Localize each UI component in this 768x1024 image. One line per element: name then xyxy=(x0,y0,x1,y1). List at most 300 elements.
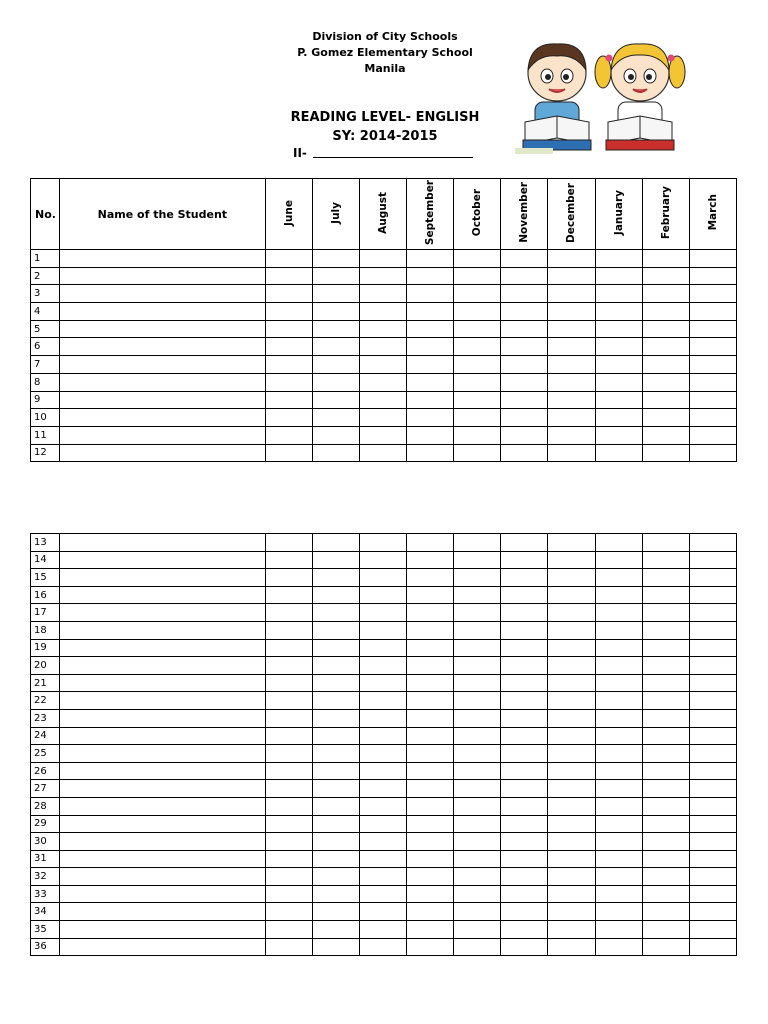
month-level-cell[interactable] xyxy=(689,551,736,569)
month-level-cell[interactable] xyxy=(642,657,689,675)
month-level-cell[interactable] xyxy=(642,320,689,338)
month-level-cell[interactable] xyxy=(501,285,548,303)
month-level-cell[interactable] xyxy=(265,426,312,444)
month-level-cell[interactable] xyxy=(407,320,454,338)
month-level-cell[interactable] xyxy=(642,797,689,815)
month-level-cell[interactable] xyxy=(689,938,736,956)
student-name-cell[interactable] xyxy=(60,833,266,851)
student-name-cell[interactable] xyxy=(60,444,266,462)
month-level-cell[interactable] xyxy=(265,780,312,798)
month-level-cell[interactable] xyxy=(689,303,736,321)
month-level-cell[interactable] xyxy=(689,569,736,587)
student-name-cell[interactable] xyxy=(60,569,266,587)
month-level-cell[interactable] xyxy=(407,604,454,622)
month-level-cell[interactable] xyxy=(548,586,595,604)
month-level-cell[interactable] xyxy=(359,534,406,552)
month-level-cell[interactable] xyxy=(312,780,359,798)
month-level-cell[interactable] xyxy=(595,903,642,921)
month-level-cell[interactable] xyxy=(642,409,689,427)
month-level-cell[interactable] xyxy=(407,338,454,356)
month-level-cell[interactable] xyxy=(454,780,501,798)
month-level-cell[interactable] xyxy=(501,267,548,285)
month-level-cell[interactable] xyxy=(265,815,312,833)
month-level-cell[interactable] xyxy=(359,868,406,886)
month-level-cell[interactable] xyxy=(312,356,359,374)
month-level-cell[interactable] xyxy=(642,267,689,285)
month-level-cell[interactable] xyxy=(689,285,736,303)
month-level-cell[interactable] xyxy=(359,727,406,745)
month-level-cell[interactable] xyxy=(548,868,595,886)
month-level-cell[interactable] xyxy=(312,444,359,462)
month-level-cell[interactable] xyxy=(548,745,595,763)
month-level-cell[interactable] xyxy=(312,534,359,552)
month-level-cell[interactable] xyxy=(689,373,736,391)
month-level-cell[interactable] xyxy=(454,320,501,338)
month-level-cell[interactable] xyxy=(548,885,595,903)
month-level-cell[interactable] xyxy=(595,727,642,745)
month-level-cell[interactable] xyxy=(265,657,312,675)
month-level-cell[interactable] xyxy=(642,604,689,622)
student-name-cell[interactable] xyxy=(60,551,266,569)
month-level-cell[interactable] xyxy=(642,373,689,391)
month-level-cell[interactable] xyxy=(642,621,689,639)
month-level-cell[interactable] xyxy=(595,373,642,391)
month-level-cell[interactable] xyxy=(689,426,736,444)
month-level-cell[interactable] xyxy=(359,621,406,639)
month-level-cell[interactable] xyxy=(359,921,406,939)
student-name-cell[interactable] xyxy=(60,709,266,727)
month-level-cell[interactable] xyxy=(312,727,359,745)
month-level-cell[interactable] xyxy=(642,551,689,569)
month-level-cell[interactable] xyxy=(407,938,454,956)
month-level-cell[interactable] xyxy=(265,639,312,657)
month-level-cell[interactable] xyxy=(454,639,501,657)
month-level-cell[interactable] xyxy=(689,797,736,815)
student-name-cell[interactable] xyxy=(60,815,266,833)
month-level-cell[interactable] xyxy=(548,815,595,833)
month-level-cell[interactable] xyxy=(265,621,312,639)
month-level-cell[interactable] xyxy=(454,921,501,939)
month-level-cell[interactable] xyxy=(312,868,359,886)
student-name-cell[interactable] xyxy=(60,938,266,956)
month-level-cell[interactable] xyxy=(548,250,595,268)
month-level-cell[interactable] xyxy=(359,903,406,921)
month-level-cell[interactable] xyxy=(689,780,736,798)
month-level-cell[interactable] xyxy=(312,569,359,587)
month-level-cell[interactable] xyxy=(359,938,406,956)
month-level-cell[interactable] xyxy=(407,267,454,285)
month-level-cell[interactable] xyxy=(454,569,501,587)
month-level-cell[interactable] xyxy=(312,409,359,427)
month-level-cell[interactable] xyxy=(548,285,595,303)
month-level-cell[interactable] xyxy=(454,409,501,427)
month-level-cell[interactable] xyxy=(689,692,736,710)
month-level-cell[interactable] xyxy=(548,356,595,374)
month-level-cell[interactable] xyxy=(312,604,359,622)
month-level-cell[interactable] xyxy=(689,338,736,356)
month-level-cell[interactable] xyxy=(689,586,736,604)
month-level-cell[interactable] xyxy=(548,674,595,692)
month-level-cell[interactable] xyxy=(595,885,642,903)
month-level-cell[interactable] xyxy=(501,745,548,763)
month-level-cell[interactable] xyxy=(265,692,312,710)
student-name-cell[interactable] xyxy=(60,797,266,815)
month-level-cell[interactable] xyxy=(595,692,642,710)
month-level-cell[interactable] xyxy=(642,569,689,587)
month-level-cell[interactable] xyxy=(312,338,359,356)
month-level-cell[interactable] xyxy=(642,780,689,798)
student-name-cell[interactable] xyxy=(60,885,266,903)
student-name-cell[interactable] xyxy=(60,780,266,798)
month-level-cell[interactable] xyxy=(407,551,454,569)
month-level-cell[interactable] xyxy=(501,303,548,321)
month-level-cell[interactable] xyxy=(265,250,312,268)
month-level-cell[interactable] xyxy=(548,921,595,939)
month-level-cell[interactable] xyxy=(312,303,359,321)
month-level-cell[interactable] xyxy=(548,727,595,745)
student-name-cell[interactable] xyxy=(60,621,266,639)
month-level-cell[interactable] xyxy=(265,338,312,356)
month-level-cell[interactable] xyxy=(359,320,406,338)
month-level-cell[interactable] xyxy=(265,674,312,692)
month-level-cell[interactable] xyxy=(312,674,359,692)
month-level-cell[interactable] xyxy=(689,745,736,763)
month-level-cell[interactable] xyxy=(689,604,736,622)
month-level-cell[interactable] xyxy=(407,833,454,851)
month-level-cell[interactable] xyxy=(454,762,501,780)
month-level-cell[interactable] xyxy=(407,586,454,604)
month-level-cell[interactable] xyxy=(642,885,689,903)
month-level-cell[interactable] xyxy=(548,303,595,321)
month-level-cell[interactable] xyxy=(595,444,642,462)
month-level-cell[interactable] xyxy=(407,815,454,833)
month-level-cell[interactable] xyxy=(548,338,595,356)
month-level-cell[interactable] xyxy=(501,921,548,939)
month-level-cell[interactable] xyxy=(642,692,689,710)
month-level-cell[interactable] xyxy=(312,833,359,851)
month-level-cell[interactable] xyxy=(454,797,501,815)
student-name-cell[interactable] xyxy=(60,903,266,921)
month-level-cell[interactable] xyxy=(501,797,548,815)
month-level-cell[interactable] xyxy=(642,534,689,552)
month-level-cell[interactable] xyxy=(501,409,548,427)
month-level-cell[interactable] xyxy=(501,868,548,886)
month-level-cell[interactable] xyxy=(501,444,548,462)
month-level-cell[interactable] xyxy=(689,868,736,886)
month-level-cell[interactable] xyxy=(407,797,454,815)
month-level-cell[interactable] xyxy=(407,727,454,745)
month-level-cell[interactable] xyxy=(501,762,548,780)
month-level-cell[interactable] xyxy=(642,674,689,692)
month-level-cell[interactable] xyxy=(501,604,548,622)
month-level-cell[interactable] xyxy=(407,850,454,868)
month-level-cell[interactable] xyxy=(265,709,312,727)
month-level-cell[interactable] xyxy=(548,604,595,622)
month-level-cell[interactable] xyxy=(501,426,548,444)
month-level-cell[interactable] xyxy=(265,745,312,763)
month-level-cell[interactable] xyxy=(642,285,689,303)
month-level-cell[interactable] xyxy=(454,674,501,692)
month-level-cell[interactable] xyxy=(595,285,642,303)
month-level-cell[interactable] xyxy=(548,903,595,921)
month-level-cell[interactable] xyxy=(501,356,548,374)
month-level-cell[interactable] xyxy=(265,356,312,374)
month-level-cell[interactable] xyxy=(454,938,501,956)
month-level-cell[interactable] xyxy=(595,621,642,639)
month-level-cell[interactable] xyxy=(454,391,501,409)
month-level-cell[interactable] xyxy=(312,267,359,285)
month-level-cell[interactable] xyxy=(454,267,501,285)
month-level-cell[interactable] xyxy=(501,709,548,727)
student-name-cell[interactable] xyxy=(60,534,266,552)
month-level-cell[interactable] xyxy=(359,780,406,798)
month-level-cell[interactable] xyxy=(265,868,312,886)
month-level-cell[interactable] xyxy=(642,762,689,780)
month-level-cell[interactable] xyxy=(689,833,736,851)
month-level-cell[interactable] xyxy=(501,692,548,710)
month-level-cell[interactable] xyxy=(642,586,689,604)
month-level-cell[interactable] xyxy=(407,621,454,639)
month-level-cell[interactable] xyxy=(548,426,595,444)
month-level-cell[interactable] xyxy=(454,692,501,710)
month-level-cell[interactable] xyxy=(407,391,454,409)
month-level-cell[interactable] xyxy=(548,621,595,639)
month-level-cell[interactable] xyxy=(359,709,406,727)
month-level-cell[interactable] xyxy=(312,762,359,780)
month-level-cell[interactable] xyxy=(265,903,312,921)
month-level-cell[interactable] xyxy=(359,745,406,763)
month-level-cell[interactable] xyxy=(312,426,359,444)
month-level-cell[interactable] xyxy=(642,868,689,886)
month-level-cell[interactable] xyxy=(359,426,406,444)
month-level-cell[interactable] xyxy=(359,267,406,285)
month-level-cell[interactable] xyxy=(595,833,642,851)
month-level-cell[interactable] xyxy=(407,639,454,657)
month-level-cell[interactable] xyxy=(454,745,501,763)
month-level-cell[interactable] xyxy=(548,938,595,956)
month-level-cell[interactable] xyxy=(359,303,406,321)
month-level-cell[interactable] xyxy=(407,569,454,587)
month-level-cell[interactable] xyxy=(548,833,595,851)
month-level-cell[interactable] xyxy=(642,850,689,868)
month-level-cell[interactable] xyxy=(501,586,548,604)
month-level-cell[interactable] xyxy=(501,373,548,391)
month-level-cell[interactable] xyxy=(689,762,736,780)
month-level-cell[interactable] xyxy=(454,586,501,604)
month-level-cell[interactable] xyxy=(595,921,642,939)
month-level-cell[interactable] xyxy=(595,780,642,798)
month-level-cell[interactable] xyxy=(454,657,501,675)
month-level-cell[interactable] xyxy=(407,762,454,780)
month-level-cell[interactable] xyxy=(359,692,406,710)
month-level-cell[interactable] xyxy=(265,727,312,745)
student-name-cell[interactable] xyxy=(60,320,266,338)
month-level-cell[interactable] xyxy=(501,320,548,338)
student-name-cell[interactable] xyxy=(60,586,266,604)
month-level-cell[interactable] xyxy=(312,639,359,657)
month-level-cell[interactable] xyxy=(359,586,406,604)
month-level-cell[interactable] xyxy=(642,444,689,462)
month-level-cell[interactable] xyxy=(595,320,642,338)
month-level-cell[interactable] xyxy=(501,338,548,356)
month-level-cell[interactable] xyxy=(595,338,642,356)
month-level-cell[interactable] xyxy=(595,356,642,374)
month-level-cell[interactable] xyxy=(407,885,454,903)
month-level-cell[interactable] xyxy=(642,426,689,444)
month-level-cell[interactable] xyxy=(265,391,312,409)
student-name-cell[interactable] xyxy=(60,604,266,622)
month-level-cell[interactable] xyxy=(548,409,595,427)
month-level-cell[interactable] xyxy=(407,373,454,391)
month-level-cell[interactable] xyxy=(407,709,454,727)
month-level-cell[interactable] xyxy=(595,674,642,692)
month-level-cell[interactable] xyxy=(642,727,689,745)
month-level-cell[interactable] xyxy=(501,621,548,639)
month-level-cell[interactable] xyxy=(548,692,595,710)
student-name-cell[interactable] xyxy=(60,409,266,427)
month-level-cell[interactable] xyxy=(595,267,642,285)
month-level-cell[interactable] xyxy=(595,303,642,321)
month-level-cell[interactable] xyxy=(595,534,642,552)
month-level-cell[interactable] xyxy=(265,833,312,851)
student-name-cell[interactable] xyxy=(60,657,266,675)
student-name-cell[interactable] xyxy=(60,285,266,303)
student-name-cell[interactable] xyxy=(60,373,266,391)
month-level-cell[interactable] xyxy=(265,444,312,462)
month-level-cell[interactable] xyxy=(312,938,359,956)
month-level-cell[interactable] xyxy=(548,534,595,552)
month-level-cell[interactable] xyxy=(548,320,595,338)
month-level-cell[interactable] xyxy=(312,586,359,604)
month-level-cell[interactable] xyxy=(265,285,312,303)
month-level-cell[interactable] xyxy=(312,692,359,710)
month-level-cell[interactable] xyxy=(595,250,642,268)
month-level-cell[interactable] xyxy=(407,285,454,303)
month-level-cell[interactable] xyxy=(454,534,501,552)
month-level-cell[interactable] xyxy=(407,409,454,427)
month-level-cell[interactable] xyxy=(548,657,595,675)
month-level-cell[interactable] xyxy=(642,639,689,657)
month-level-cell[interactable] xyxy=(454,250,501,268)
month-level-cell[interactable] xyxy=(642,709,689,727)
month-level-cell[interactable] xyxy=(595,426,642,444)
month-level-cell[interactable] xyxy=(359,850,406,868)
month-level-cell[interactable] xyxy=(689,674,736,692)
month-level-cell[interactable] xyxy=(454,356,501,374)
month-level-cell[interactable] xyxy=(359,657,406,675)
month-level-cell[interactable] xyxy=(407,534,454,552)
student-name-cell[interactable] xyxy=(60,639,266,657)
month-level-cell[interactable] xyxy=(642,391,689,409)
month-level-cell[interactable] xyxy=(312,797,359,815)
student-name-cell[interactable] xyxy=(60,674,266,692)
month-level-cell[interactable] xyxy=(312,373,359,391)
month-level-cell[interactable] xyxy=(501,534,548,552)
month-level-cell[interactable] xyxy=(595,604,642,622)
month-level-cell[interactable] xyxy=(595,745,642,763)
month-level-cell[interactable] xyxy=(642,338,689,356)
month-level-cell[interactable] xyxy=(312,621,359,639)
month-level-cell[interactable] xyxy=(312,815,359,833)
month-level-cell[interactable] xyxy=(407,426,454,444)
student-name-cell[interactable] xyxy=(60,727,266,745)
student-name-cell[interactable] xyxy=(60,338,266,356)
month-level-cell[interactable] xyxy=(642,356,689,374)
student-name-cell[interactable] xyxy=(60,303,266,321)
month-level-cell[interactable] xyxy=(312,657,359,675)
month-level-cell[interactable] xyxy=(501,391,548,409)
month-level-cell[interactable] xyxy=(454,621,501,639)
month-level-cell[interactable] xyxy=(548,639,595,657)
month-level-cell[interactable] xyxy=(312,885,359,903)
month-level-cell[interactable] xyxy=(689,621,736,639)
month-level-cell[interactable] xyxy=(359,815,406,833)
student-name-cell[interactable] xyxy=(60,921,266,939)
month-level-cell[interactable] xyxy=(359,885,406,903)
month-level-cell[interactable] xyxy=(359,604,406,622)
month-level-cell[interactable] xyxy=(359,391,406,409)
month-level-cell[interactable] xyxy=(407,921,454,939)
month-level-cell[interactable] xyxy=(548,709,595,727)
month-level-cell[interactable] xyxy=(359,444,406,462)
student-name-cell[interactable] xyxy=(60,250,266,268)
month-level-cell[interactable] xyxy=(689,885,736,903)
month-level-cell[interactable] xyxy=(454,285,501,303)
month-level-cell[interactable] xyxy=(265,551,312,569)
month-level-cell[interactable] xyxy=(265,885,312,903)
month-level-cell[interactable] xyxy=(265,267,312,285)
student-name-cell[interactable] xyxy=(60,356,266,374)
month-level-cell[interactable] xyxy=(642,250,689,268)
month-level-cell[interactable] xyxy=(689,320,736,338)
month-level-cell[interactable] xyxy=(642,903,689,921)
month-level-cell[interactable] xyxy=(501,674,548,692)
month-level-cell[interactable] xyxy=(548,762,595,780)
month-level-cell[interactable] xyxy=(642,833,689,851)
month-level-cell[interactable] xyxy=(548,569,595,587)
student-name-cell[interactable] xyxy=(60,391,266,409)
month-level-cell[interactable] xyxy=(265,569,312,587)
month-level-cell[interactable] xyxy=(689,727,736,745)
month-level-cell[interactable] xyxy=(548,267,595,285)
month-level-cell[interactable] xyxy=(265,850,312,868)
month-level-cell[interactable] xyxy=(454,833,501,851)
month-level-cell[interactable] xyxy=(595,391,642,409)
month-level-cell[interactable] xyxy=(312,551,359,569)
month-level-cell[interactable] xyxy=(407,303,454,321)
month-level-cell[interactable] xyxy=(501,727,548,745)
month-level-cell[interactable] xyxy=(689,657,736,675)
month-level-cell[interactable] xyxy=(454,815,501,833)
month-level-cell[interactable] xyxy=(548,551,595,569)
month-level-cell[interactable] xyxy=(548,373,595,391)
month-level-cell[interactable] xyxy=(595,639,642,657)
month-level-cell[interactable] xyxy=(312,285,359,303)
month-level-cell[interactable] xyxy=(454,885,501,903)
month-level-cell[interactable] xyxy=(359,338,406,356)
month-level-cell[interactable] xyxy=(689,815,736,833)
month-level-cell[interactable] xyxy=(501,250,548,268)
month-level-cell[interactable] xyxy=(501,885,548,903)
month-level-cell[interactable] xyxy=(407,356,454,374)
month-level-cell[interactable] xyxy=(265,303,312,321)
student-name-cell[interactable] xyxy=(60,762,266,780)
month-level-cell[interactable] xyxy=(689,356,736,374)
month-level-cell[interactable] xyxy=(548,780,595,798)
student-name-cell[interactable] xyxy=(60,426,266,444)
month-level-cell[interactable] xyxy=(454,426,501,444)
month-level-cell[interactable] xyxy=(454,850,501,868)
